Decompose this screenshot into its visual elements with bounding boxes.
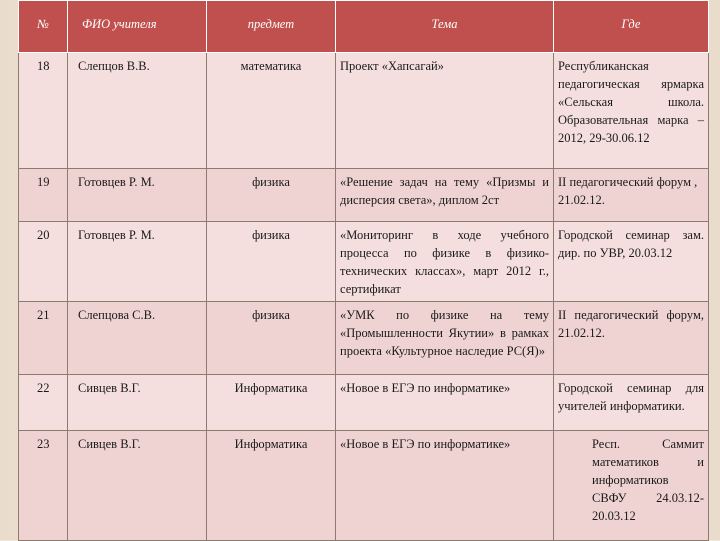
header-where: Где [554,1,709,53]
cell-subject: физика [207,222,336,302]
cell-where: II педагогический форум, 21.02.12. [554,302,709,375]
cell-where: Городской семинар зам. дир. по УВР, 20.03.12 [554,222,709,302]
cell-teacher-name: Слепцов В.В. [68,53,207,169]
header-topic: Тема [336,1,554,53]
table-row [19,222,709,302]
cell-topic: «Новое в ЕГЭ по информатике» [336,375,554,431]
cell-number: 20 [19,222,68,302]
cell-where: Городской семинар для учителей информатики. [554,375,709,431]
table-row [19,375,709,431]
cell-where: Респ. Саммит математиков и информатиков СВФУ 24.03.12-20.03.12 [554,431,709,541]
cell-number: 23 [19,431,68,541]
cell-subject: Информатика [207,431,336,541]
teachers-table [18,0,709,541]
cell-where: Республиканская педагогическая ярмарка «Сельская школа. Образовательная марка – 2012, 29-30.06.12 [554,53,709,169]
cell-subject: Информатика [207,375,336,431]
cell-subject: физика [207,302,336,375]
cell-topic: «Мониторинг в ходе учебного процесса по физике в физико-технических классах», март 2012 г., сертификат [336,222,554,302]
cell-number: 22 [19,375,68,431]
cell-teacher-name: Сивцев В.Г. [68,375,207,431]
cell-number: 19 [19,169,68,222]
cell-teacher-name: Готовцев Р. М. [68,169,207,222]
table-row [19,431,709,541]
cell-where: II педагогический форум , 21.02.12. [554,169,709,222]
cell-teacher-name: Сивцев В.Г. [68,431,207,541]
table-row [19,53,709,169]
cell-topic: «Новое в ЕГЭ по информатике» [336,431,554,541]
cell-number: 18 [19,53,68,169]
table-row [19,302,709,375]
table-row [19,169,709,222]
cell-teacher-name: Слепцова С.В. [68,302,207,375]
cell-subject: физика [207,169,336,222]
header-number: № [19,1,68,53]
header-row [19,1,709,53]
cell-topic: «Решение задач на тему «Призмы и дисперсия света», диплом 2ст [336,169,554,222]
cell-subject: математика [207,53,336,169]
cell-topic: «УМК по физике на тему «Промышленности Якутии» в рамках проекта «Культурное наследие РС(Я)» [336,302,554,375]
cell-teacher-name: Готовцев Р. М. [68,222,207,302]
cell-topic: Проект «Хапсагай» [336,53,554,169]
header-subject: предмет [207,1,336,53]
header-teacher-name: ФИО учителя [68,1,207,53]
cell-number: 21 [19,302,68,375]
